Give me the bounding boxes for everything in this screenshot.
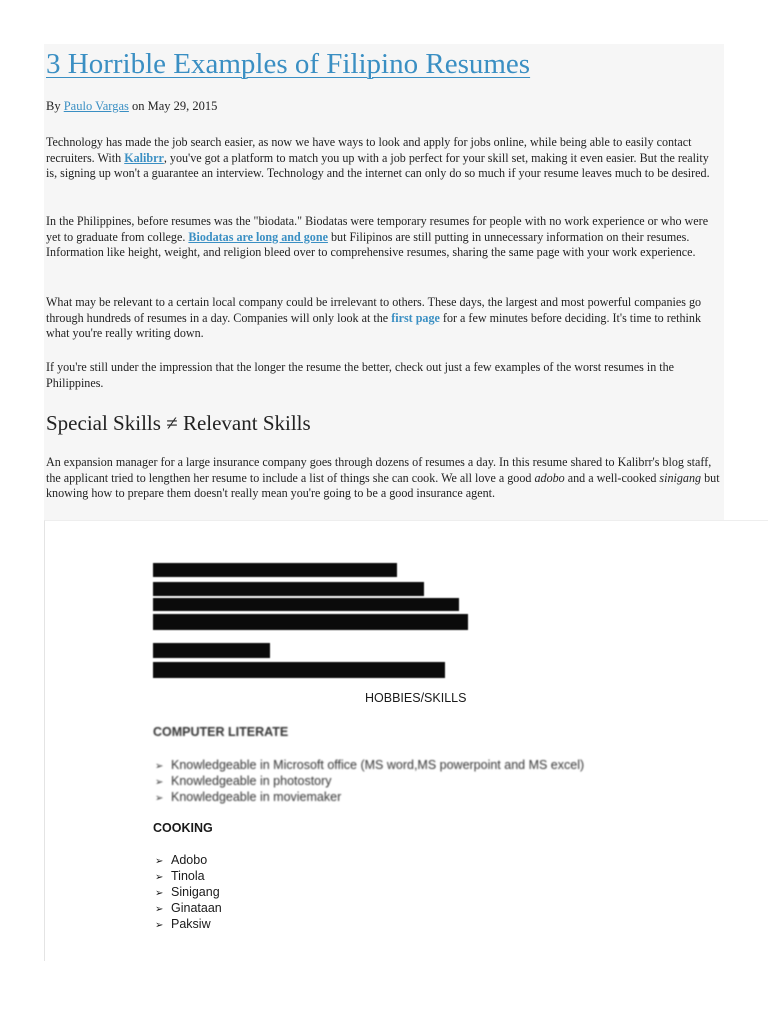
paragraph-text: for a few minutes before deciding. It's time to rethink what you're really writing down. bbox=[46, 310, 701, 341]
list-item-text: Paksiw bbox=[171, 917, 211, 931]
resume-list-item bbox=[155, 789, 341, 807]
byline bbox=[46, 99, 217, 114]
resume-section-computer: COMPUTER LITERATE bbox=[153, 725, 289, 739]
bullet-arrow-icon: ➢ bbox=[155, 856, 164, 867]
list-item-text: Knowledgeable in photostory bbox=[171, 774, 332, 788]
list-item-text: Sinigang bbox=[171, 885, 220, 899]
article-title[interactable]: 3 Horrible Examples of Filipino Resumes bbox=[46, 48, 531, 80]
paragraph-biodata bbox=[46, 214, 722, 261]
paragraph-text: , you've got a platform to match you up with a job perfect for your skill set, making it even easier. But the reality is, signing up won't a guarantee an interview. Technology and the internet can only do so much if your resume leaves much to be desired. bbox=[46, 150, 710, 181]
resume-heading: HOBBIES/SKILLS bbox=[365, 691, 467, 705]
paragraph-text: Technology has made the job search easier, as now we have ways to look and apply for jobs online, while being able to easily contact recruiters. With bbox=[46, 135, 692, 165]
list-item-text: Knowledgeable in moviemaker bbox=[171, 790, 342, 804]
paragraph-text: An expansion manager for a large insurance company goes through dozens of resumes a day. In this resume shared to Kalibrr's blog staff, the applicant tried to lengthen her resume to include a list of things she can cook. We all love a good bbox=[46, 455, 712, 485]
bullet-arrow-icon: ➢ bbox=[155, 793, 164, 804]
emphasis-sinigang: sinigang bbox=[659, 470, 702, 485]
bullet-arrow-icon: ➢ bbox=[155, 777, 164, 788]
paragraph-text: What may be relevant to a certain local company could be irrelevant to others. These days, the largest and most powerful companies go through hundreds of resumes in a day. Companies will only look at the bbox=[46, 295, 702, 325]
redaction-bar bbox=[153, 582, 424, 596]
bullet-arrow-icon: ➢ bbox=[155, 872, 164, 883]
emphasis-adobo: adobo bbox=[534, 470, 565, 485]
biodatas-link[interactable]: Biodatas are long and gone bbox=[188, 229, 328, 244]
first-page-link[interactable]: first page bbox=[391, 310, 440, 325]
paragraph-text: In the Philippines, before resumes was the "biodata." Biodatas were temporary resumes for people with no work experience or who were yet to graduate from college. bbox=[46, 214, 709, 244]
paragraph-text: but knowing how to prepare them doesn't really mean you're going to be a good insurance agent. bbox=[46, 470, 720, 501]
article-panel bbox=[44, 44, 724, 520]
bullet-arrow-icon: ➢ bbox=[155, 904, 164, 915]
list-item-text: Knowledgeable in Microsoft office (MS word,MS powerpoint and MS excel) bbox=[171, 758, 585, 772]
resume-section-cooking: COOKING bbox=[153, 821, 213, 835]
list-item-text: Tinola bbox=[171, 869, 205, 883]
kalibrr-link[interactable]: Kalibrr bbox=[124, 150, 164, 165]
bullet-arrow-icon: ➢ bbox=[155, 761, 164, 772]
paragraph-relevance bbox=[46, 295, 722, 342]
redaction-bar bbox=[153, 614, 468, 630]
redaction-bar bbox=[153, 662, 445, 678]
resume-list-item bbox=[155, 916, 211, 934]
redaction-bar bbox=[153, 598, 459, 611]
paragraph-examples: If you're still under the impression that the longer the resume the better, check out just a few examples of the worst resumes in the Philippines. bbox=[46, 360, 675, 390]
paragraph-text: and a well-cooked bbox=[564, 470, 660, 485]
author-link[interactable]: Paulo Vargas bbox=[63, 99, 129, 113]
list-item-text: Adobo bbox=[171, 853, 208, 867]
list-item-text: Ginataan bbox=[171, 901, 222, 915]
byline-prefix: By bbox=[46, 99, 64, 113]
paragraph-special-skills bbox=[46, 455, 722, 502]
bullet-arrow-icon: ➢ bbox=[155, 920, 164, 931]
paragraph-intro bbox=[46, 135, 722, 182]
redaction-bar bbox=[153, 643, 270, 658]
bullet-arrow-icon: ➢ bbox=[155, 888, 164, 899]
paragraph-text: but Filipinos are still putting in unnecessary information on their resumes. Information like height, weight, and religion bleed over to comprehensive resumes, sharing the same page with your work experience. bbox=[46, 229, 696, 260]
section-heading: Special Skills ≠ Relevant Skills bbox=[46, 411, 311, 435]
byline-date: on May 29, 2015 bbox=[128, 99, 218, 113]
redaction-bar bbox=[153, 563, 397, 577]
